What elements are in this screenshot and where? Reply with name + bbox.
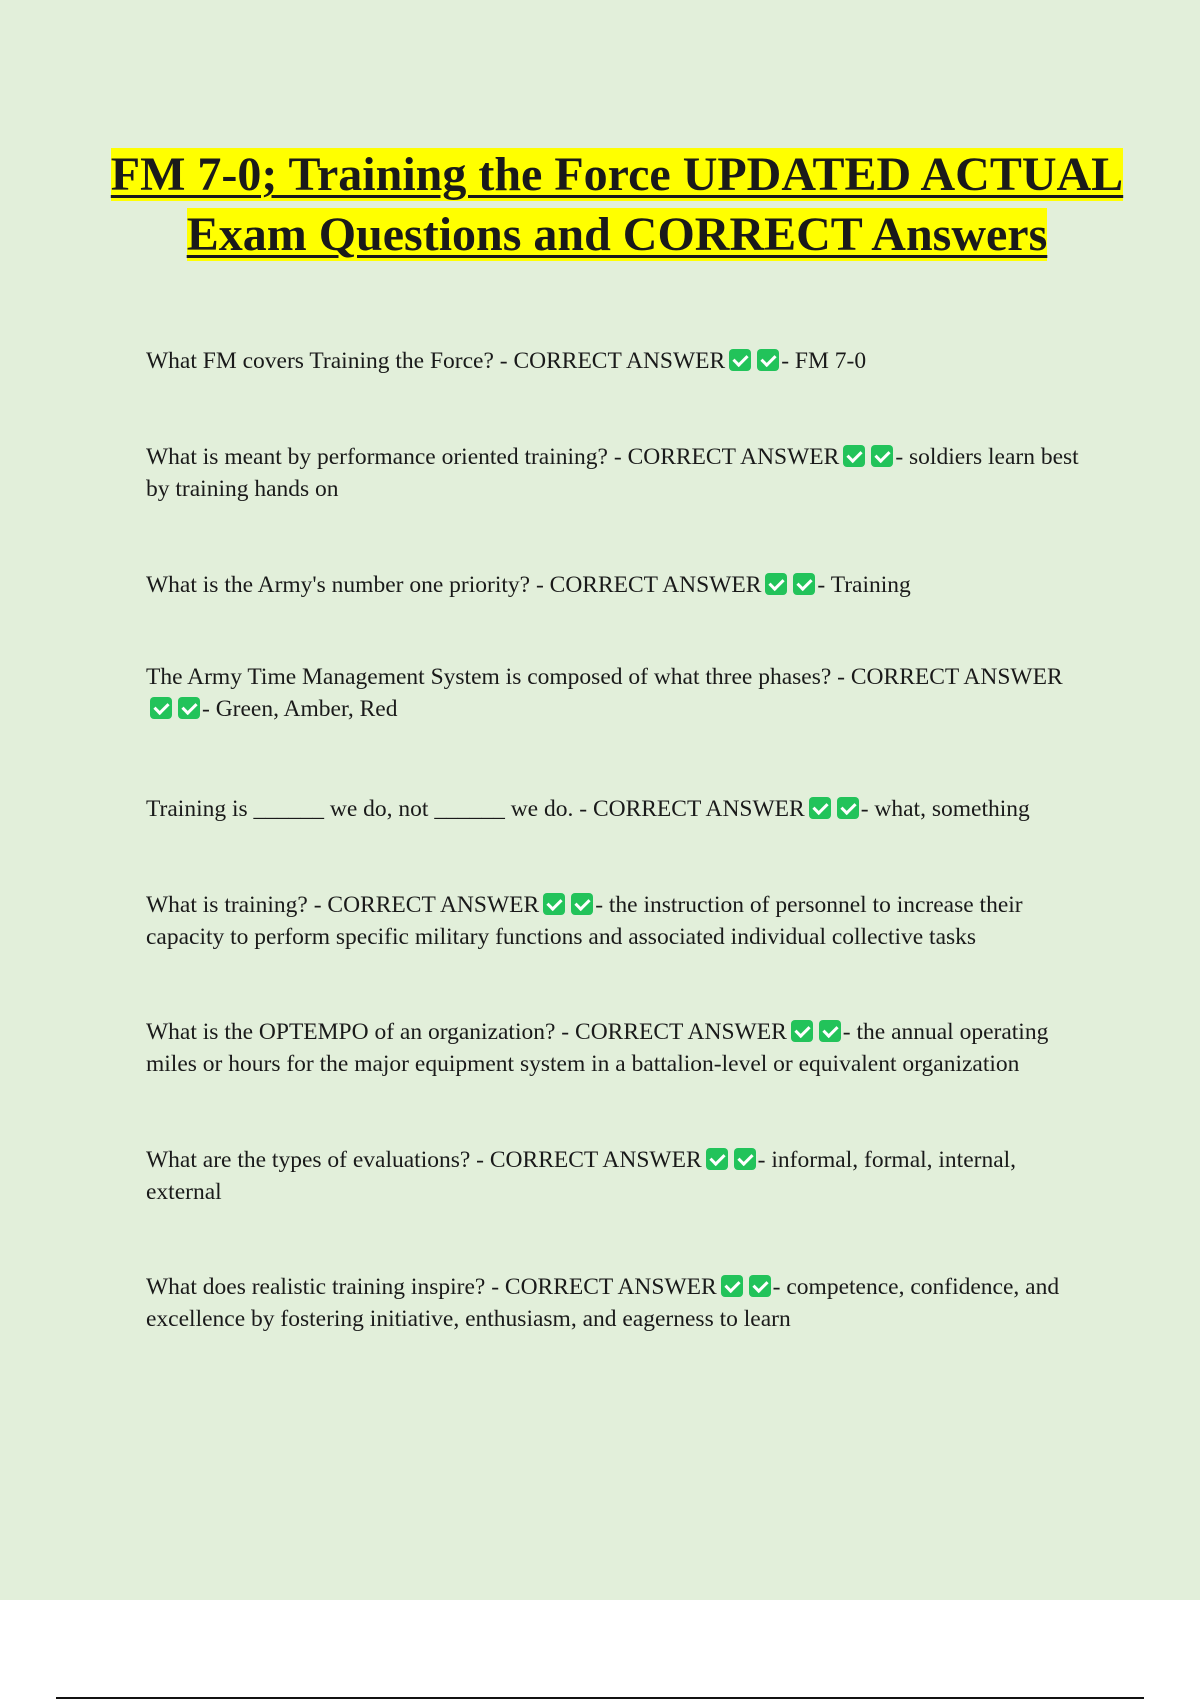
check-mark-icon [757, 349, 779, 371]
check-mark-icon [871, 445, 893, 467]
qa-item-9: What does realistic training inspire? - CORRECT ANSWER - competence, confidence, and excellence by fostering initiative, enthusiasm, and eagerness to learn [146, 1274, 1060, 1332]
check-mark-icon [749, 1275, 771, 1297]
check-mark-icon [543, 893, 565, 915]
check-mark-icon [819, 1020, 841, 1042]
document-title: FM 7-0; Training the Force UPDATED ACTUAL Exam Questions and CORRECT Answers [110, 148, 1124, 261]
qa-item-5: Training is ______ we do, not ______ we do. - CORRECT ANSWER - what, something [146, 796, 1030, 822]
check-mark-icon [150, 697, 172, 719]
check-mark-icon [793, 573, 815, 595]
check-mark-icon [571, 893, 593, 915]
check-mark-icon [721, 1275, 743, 1297]
check-mark-icon [734, 1148, 756, 1170]
check-mark-icon [843, 445, 865, 467]
footer-divider [56, 1697, 1144, 1699]
check-mark-icon [765, 573, 787, 595]
check-mark-icon [729, 349, 751, 371]
check-mark-icon [837, 797, 859, 819]
qa-item-2: What is meant by performance oriented training? - CORRECT ANSWER - soldiers learn best by training hands on [146, 444, 1079, 502]
check-mark-icon [178, 697, 200, 719]
qa-item-1: What FM covers Training the Force? - CORRECT ANSWER - FM 7-0 [146, 348, 867, 374]
check-mark-icon [706, 1148, 728, 1170]
qa-item-6: What is training? - CORRECT ANSWER - the instruction of personnel to increase their capacity to perform specific military functions and associated individual collective tasks [146, 892, 1023, 950]
qa-item-4: The Army Time Management System is composed of what three phases? - CORRECT ANSWER- Green, Amber, Red [146, 664, 1063, 722]
qa-item-7: What is the OPTEMPO of an organization? - CORRECT ANSWER - the annual operating miles or hours for the major equipment system in a battalion-level or equivalent organization [146, 1019, 1049, 1077]
qa-item-3: What is the Army's number one priority? - CORRECT ANSWER - Training [146, 572, 911, 598]
qa-item-8: What are the types of evaluations? - CORRECT ANSWER - informal, formal, internal, external [146, 1147, 1017, 1205]
check-mark-icon [809, 797, 831, 819]
check-mark-icon [791, 1020, 813, 1042]
